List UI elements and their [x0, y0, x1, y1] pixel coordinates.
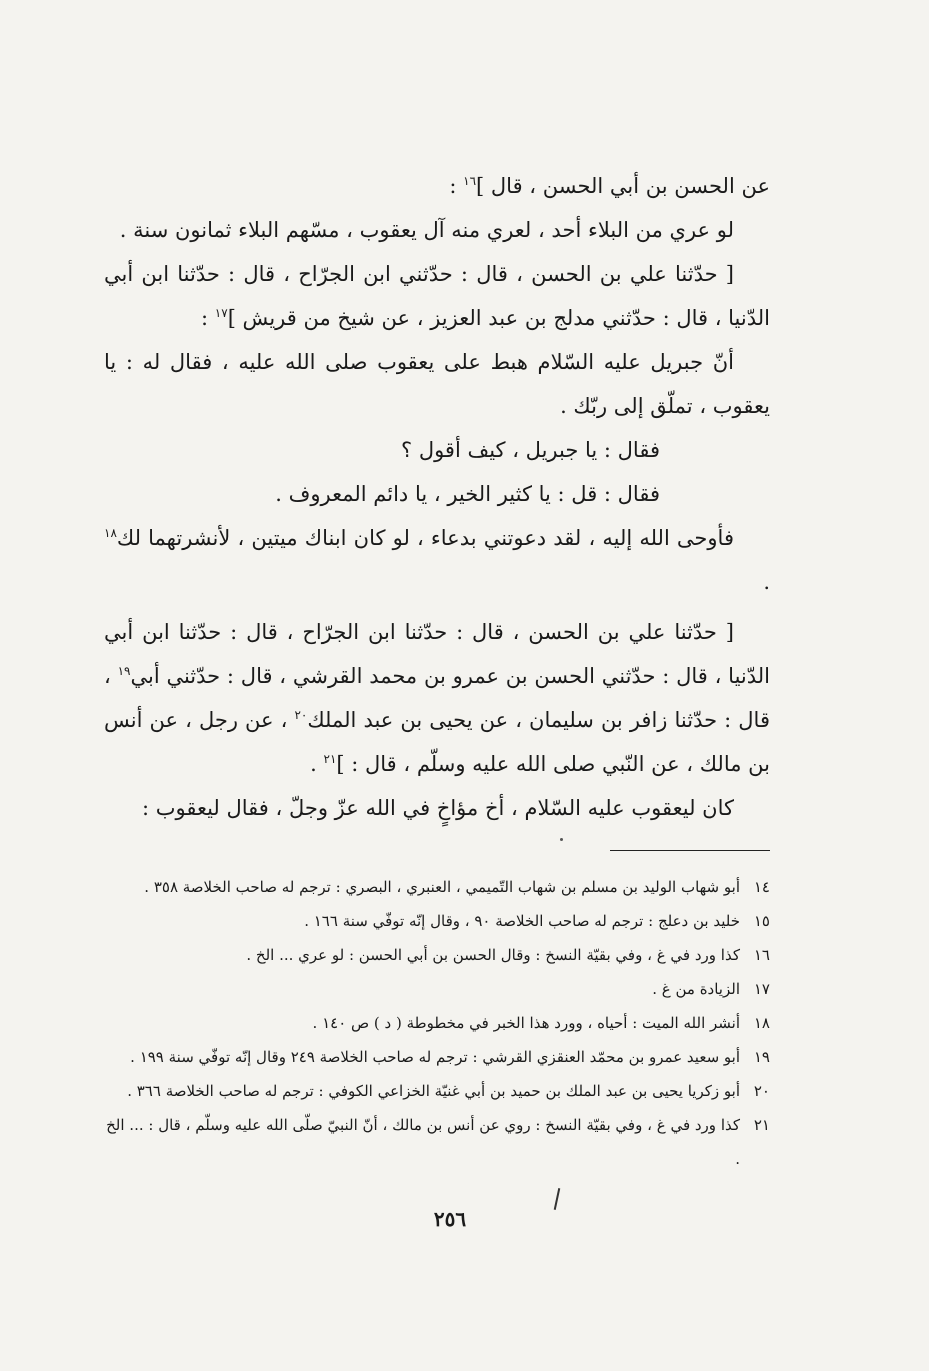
ink-speck [560, 838, 563, 841]
footnote-19 [104, 1040, 770, 1074]
footnote-separator [610, 850, 770, 851]
footnote-text: كذا ورد في غ ، وفي بقيّة النسخ : وقال الحسن بن أبي الحسن : لو عري ... الخ . [246, 946, 740, 964]
text-line-2: لو عري من البلاء أحد ، لعري منه آل يعقوب ، مسّهم البلاء ثمانون سنة . [119, 218, 734, 242]
dialogue-line-1: فقال : يا جبريل ، كيف أقول ؟ [401, 438, 660, 462]
footnote-text: أنشر الله الميت : أحياه ، وورد هذا الخبر في مخطوطة ( د ) ص ١٤٠ . [312, 1014, 740, 1032]
footnote-21 [104, 1108, 770, 1176]
footnote-ref-20[interactable]: ٢٠ [294, 708, 308, 722]
footnote-14 [104, 870, 770, 904]
hadith-paragraph-1: أنّ جبريل عليه السّلام هبط على يعقوب صلى الله عليه ، فقال له : يا يعقوب ، تملّق إلى ربّك . [104, 350, 770, 418]
stray-pen-mark [554, 1188, 561, 1210]
footnote-number: ١٩ [753, 1048, 770, 1066]
text-line-1: عن الحسن بن أبي الحسن ، قال ]$^{١٦}$ : [449, 174, 770, 198]
hadith-paragraph-3: كان ليعقوب عليه السّلام ، أخ مؤاخٍ في الله عزّ وجلّ ، فقال ليعقوب : [141, 796, 734, 820]
main-text [104, 164, 770, 830]
footnote-ref-17[interactable]: ١٧ [214, 306, 228, 320]
hadith-paragraph-2: فأوحى الله إليه ، لقد دعوتني بدعاء ، لو كان ابناك ميتين ، لأنشرتهما لك$^{١٨}$ . [104, 526, 770, 594]
footnote-number: ٢١ [753, 1116, 770, 1134]
footnote-16 [104, 938, 770, 972]
footnote-number: ١٦ [753, 946, 770, 964]
footnote-text: خليد بن دعلج : ترجم له صاحب الخلاصة ٩٠ ، وقال إنّه توفّي سنة ١٦٦ . [304, 912, 740, 930]
footnote-text: أبو زكريا يحيى بن عبد الملك بن حميد بن أبي غنيّة الخزاعي الكوفي : ترجم له صاحب الخلاصة ٣٦٦ . [127, 1082, 740, 1100]
footnote-text: كذا ورد في غ ، وفي بقيّة النسخ : روي عن أنس بن مالك ، أنّ النبيّ صلّى الله عليه وسلّم ، قال : ... الخ . [106, 1116, 740, 1168]
footnote-number: ٢٠ [753, 1082, 770, 1100]
footnote-ref-19[interactable]: ١٩ [117, 664, 131, 678]
footnote-17 [104, 972, 770, 1006]
footnote-number: ١٧ [753, 980, 770, 998]
isnad-paragraph-2: [ حدّثنا علي بن الحسن ، قال : حدّثنا ابن الجرّاح ، قال : حدّثنا ابن أبي الدّنيا ، قال : حدّثني الحسن بن عمرو بن محمد القرشي ، قال : حدّثني أبي$^{١٩}$ ، قال : حدّثنا زافر بن سليمان ، عن يحيى بن عبد الملك$^{٢٠}$ ، عن رجل ، عن أنس بن مالك ، عن النّبي صلى الله عليه وسلّم ، قال : ]$^{٢١}$ . [104, 620, 771, 776]
dialogue-line-2: فقال : قل : يا كثير الخير ، يا دائم المعروف . [275, 482, 660, 506]
footnote-20 [104, 1074, 770, 1108]
footnote-ref-16[interactable]: ١٦ [463, 174, 477, 188]
footnote-ref-21[interactable]: ٢١ [323, 752, 337, 766]
footnote-number: ١٥ [753, 912, 770, 930]
footnotes [104, 870, 770, 1176]
page-number: ٢٥٦ [433, 1207, 467, 1231]
footnote-text: الزيادة من غ . [652, 980, 740, 998]
isnad-paragraph-1: [ حدّثنا علي بن الحسن ، قال : حدّثني ابن الجرّاح ، قال : حدّثنا ابن أبي الدّنيا ، قال : حدّثني مدلج بن عبد العزيز ، عن شيخ من قريش ]$^{١٧}$ : [104, 262, 770, 330]
footnote-number: ١٨ [753, 1014, 770, 1032]
footnote-18 [104, 1006, 770, 1040]
footnote-15 [104, 904, 770, 938]
footnote-number: ١٤ [753, 878, 770, 896]
footnote-text: أبو سعيد عمرو بن محمّد العنقزي القرشي : ترجم له صاحب الخلاصة ٢٤٩ وقال إنّه توفّي سنة ١٩٩ . [130, 1048, 740, 1066]
footnote-text: أبو شهاب الوليد بن مسلم بن شهاب التّميمي ، العنبري ، البصري : ترجم له صاحب الخلاصة ٣٥٨ . [144, 878, 740, 896]
footnote-ref-18[interactable]: ١٨ [104, 526, 117, 540]
